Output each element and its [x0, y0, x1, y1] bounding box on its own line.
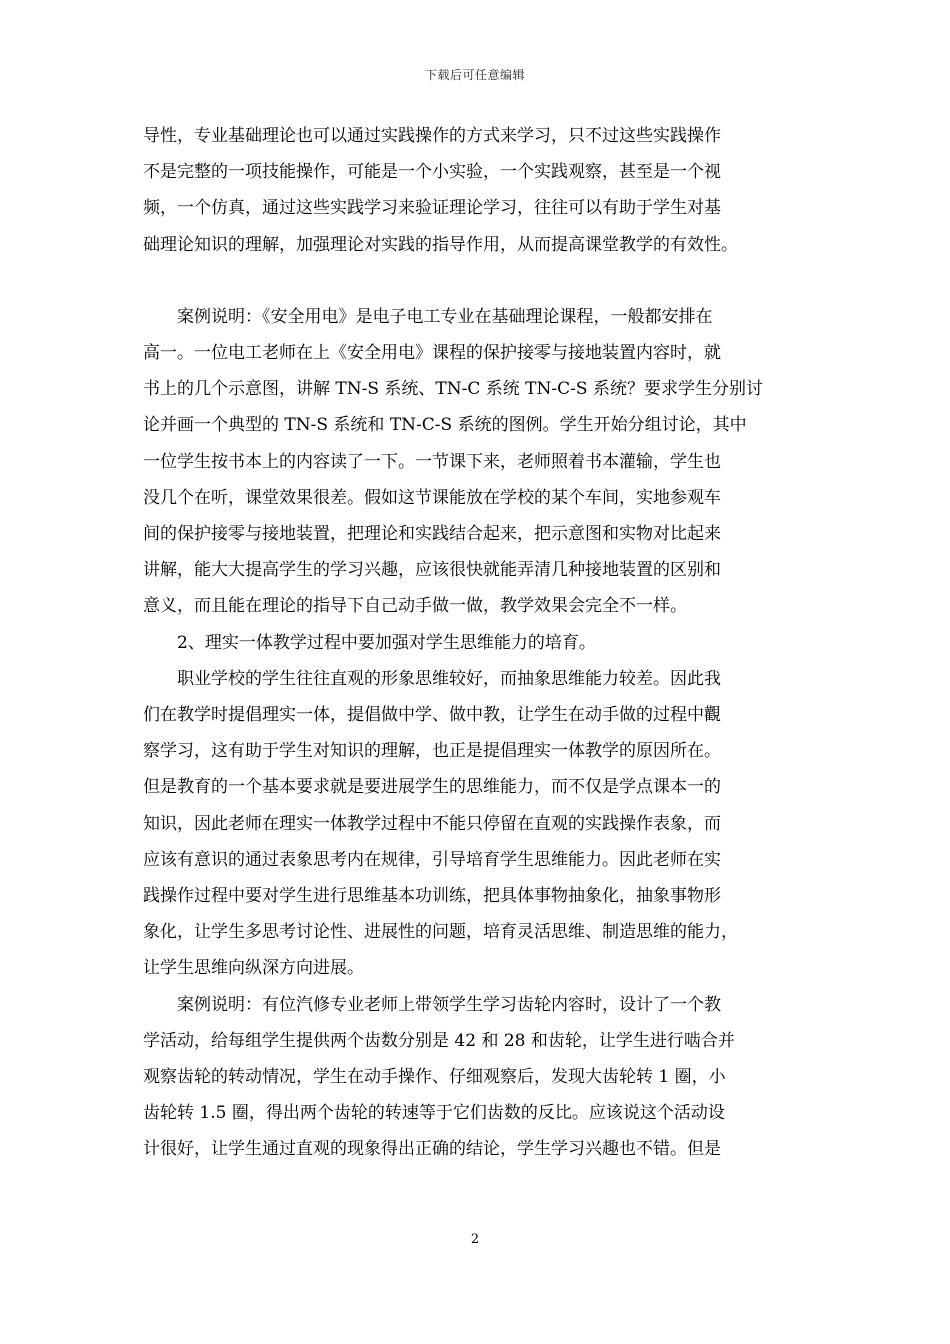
paragraph-case-gears	[143, 987, 819, 1168]
text-line: 象化，让学生多思考讨论性、进展性的问题，培育灵活思维、制造思维的能力，	[143, 922, 738, 943]
text-line: 频，一个仿真，通过这些实践学习来验证理论学习，往往可以有助于学生对基	[143, 198, 721, 219]
text-line: 观察齿轮的转动情况，学生在动手操作、仔细观察后，发现大齿轮转 1 圈，小	[143, 1067, 726, 1088]
text-line: 学活动，给每组学生提供两个齿数分别是 42 和 28 和齿轮，让学生进行啮合并	[143, 1030, 735, 1051]
text-line: 践操作过程中要对学生进行思维基本功训练，把具体事物抽象化，抽象事物形	[143, 886, 721, 907]
text-line: 计很好，让学生通过直观的现象得出正确的结论，学生学习兴趣也不错。但是	[143, 1139, 721, 1160]
text-line: 2、理实一体教学过程中要加强对学生思维能力的培育。	[177, 632, 596, 653]
text-line: 间的保护接零与接地装置，把理论和实践结合起来，把示意图和实物对比起来	[143, 524, 721, 545]
text-line: 案例说明：有位汽修专业老师上带领学生学习齿轮内容时，设计了一个教	[177, 994, 721, 1015]
text-line: 书上的几个示意图，讲解 TN-S 系统、TN-C 系统 TN-C-S 系统？要求学生分别讨	[143, 379, 763, 400]
page-header: 下载后可任意编辑	[424, 68, 525, 82]
text-line: 察学习，这有助于学生对知识的理解，也正是提倡理实一体教学的原因所在。	[143, 741, 721, 762]
text-line: 让学生思维向纵深方向进展。	[143, 958, 364, 979]
text-line: 没几个在听，课堂效果很差。假如这节课能放在学校的某个车间，实地参观车	[143, 487, 721, 508]
paragraph-continuation	[143, 118, 819, 263]
page-number: 2	[470, 1232, 480, 1247]
text-line: 讲解，能大大提高学生的学习兴趣，应该很快就能弄清几种接地装置的区别和	[143, 560, 721, 581]
document-body	[143, 118, 819, 1168]
paragraph-thinking	[143, 661, 819, 987]
text-line: 但是教育的一个基本要求就是要进展学生的思维能力，而不仅是学点课本一的	[143, 777, 721, 798]
text-line: 意义，而且能在理论的指导下自己动手做一做，教学效果会完全不一样。	[143, 596, 687, 617]
text-line: 一位学生按书本上的内容读了一下。一节课下来，老师照着书本灌输，学生也	[143, 451, 721, 472]
text-line: 高一。一位电工老师在上《安全用电》课程的保护接零与接地装置内容时，就	[143, 343, 721, 364]
paragraph-case-safety	[143, 299, 819, 625]
text-line: 论并画一个典型的 TN-S 系统和 TN-C-S 系统的图例。学生开始分组讨论，其中	[143, 415, 747, 436]
text-line: 们在教学时提倡理实一体，提倡做中学、做中教，让学生在动手做的过程中觀	[143, 705, 721, 726]
text-line: 应该有意识的通过表象思考内在规律，引导培育学生思维能力。因此老师在实	[143, 849, 721, 870]
text-line: 知识，因此老师在理实一体教学过程中不能只停留在直观的实践操作表象，而	[143, 813, 721, 834]
text-line: 齿轮转 1.5 圈，得出两个齿轮的转速等于它们齿数的反比。应该说这个活动设	[143, 1103, 725, 1124]
text-line: 础理论知识的理解，加强理论对实践的指导作用，从而提高课堂教学的有效性。	[143, 234, 738, 255]
text-line: 不是完整的一项技能操作，可能是一个小实验，一个实践观察，甚至是一个视	[143, 162, 721, 183]
section-heading	[143, 625, 819, 661]
text-line: 案例说明：《安全用电》是电子电工专业在基础理论课程，一般都安排在	[177, 306, 713, 327]
paragraph-gap	[143, 263, 819, 299]
text-line: 职业学校的学生往往直观的形象思维较好，而抽象思维能力较差。因此我	[177, 668, 721, 689]
text-line: 导性，专业基础理论也可以通过实践操作的方式来学习，只不过这些实践操作	[143, 126, 721, 146]
